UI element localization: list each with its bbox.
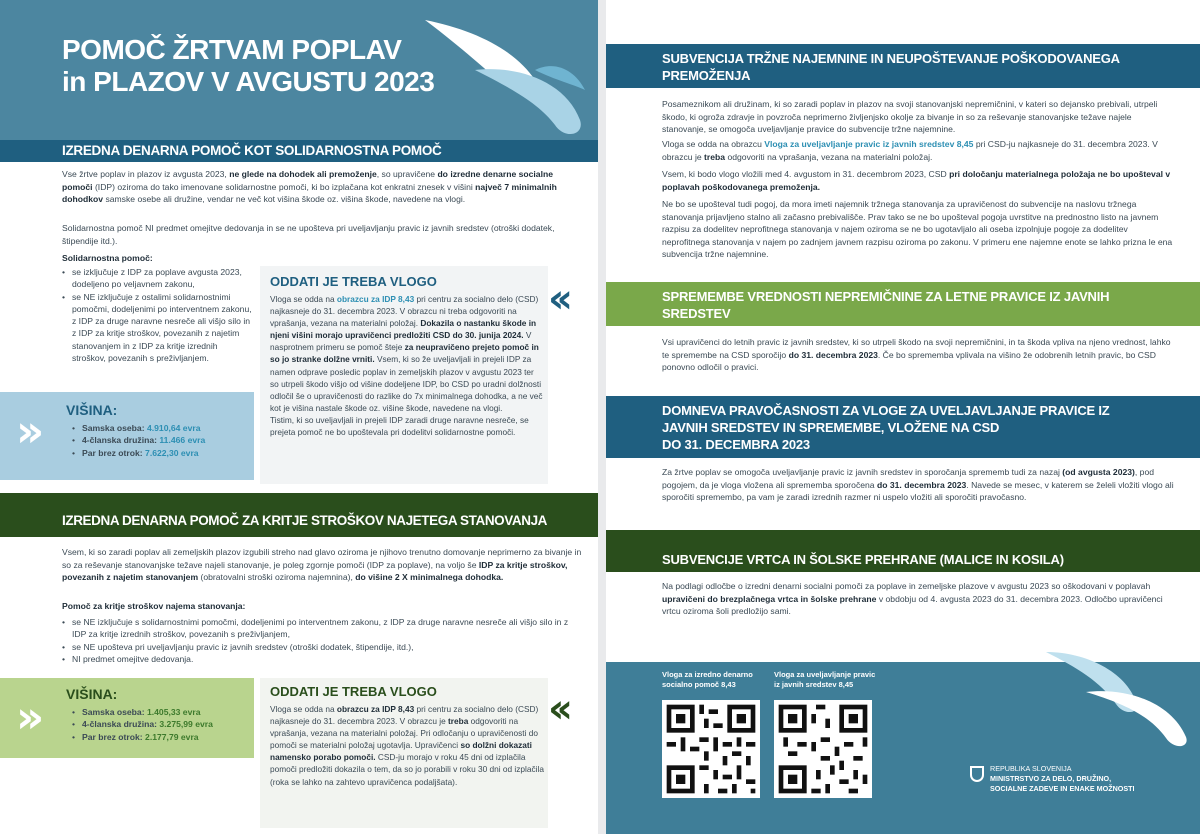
section2-list-title — [62, 600, 245, 613]
visina-list-1 — [72, 422, 252, 459]
r-s4-p1-b: upravičeni do brezplačnega vrtca in šolske prehrane — [662, 593, 877, 604]
r-section1-heading: SUBVENCIJA TRŽNE NAJEMNINE IN NEUPOŠTEVANJE POŠKODOVANEGA PREMOŽENJA — [662, 51, 1120, 83]
r-s1-p3-a: Vsem, ki bodo vlogo vložili med 4. avgustom in 31. decembrom 2023, CSD — [662, 169, 950, 179]
list-item: • se NE izključuje z ostalimi solidarnostnimi pomočmi, dodeljenimi po interventnem zakonu, z IDP za druge naravne nesreče ali višjo silo in z IDP za kritje stroškov, povezanih z najetim stanovanjem in z IDP za kritje izrednih stroškov, povezanih s preživljanjem. — [62, 291, 252, 365]
r-s1-p3 — [662, 168, 1174, 193]
s1-list-title-text: Solidarnostna pomoč: — [62, 253, 153, 263]
r-s4-p1-c: v obdobju od 4. avgusta 2023 do 31. decembra 2023. Odločbo upravičenci vrtcu oziroma šoli predložijo sami. — [662, 593, 1163, 616]
oddati-text-1 — [270, 293, 544, 438]
list-item — [72, 434, 252, 446]
r-s1-p2-d: treba — [704, 151, 726, 162]
o1-f: za neupravičeno prejeto pomoč in so jo stranke dolžne vrniti. — [270, 342, 539, 365]
qr2-caption-l2: iz javnih sredstev 8,45 — [774, 680, 854, 689]
visina-title-1: VIŠINA: — [66, 402, 118, 418]
s1-p1-c: , so upravičene — [376, 169, 438, 179]
r-s3-p1-e: . Navede se mesec, v katerem se želeli vložiti vlogo ali sporočiti spremembo, pa vam je zaradi izrednih razmer ni uspelo vložiti ali sporočiti pravočasno. — [662, 479, 1174, 502]
r-s1-p3-b: pri določanju materialnega položaja ne bo upošteval v poplavah poškodovanega premoženja. — [662, 169, 1171, 192]
r-s2-p1-b: do 31. decembra 2023 — [788, 349, 878, 360]
v3-value: 7.622,30 evra — [145, 447, 199, 458]
section2-intro — [62, 546, 582, 584]
v4-value: 1.405,33 evra — [146, 707, 201, 717]
r-s2-p1-c: . Če bo sprememba vplivala na višino že odobrenih letnih pravic, bo CSD ponovno odločil o pravici. — [662, 349, 1156, 372]
s2-p1-b: IDP za kritje stroškov, povezanih z najetim stanovanjem — [62, 559, 568, 582]
r-s3-p1-a: Za žrtve poplav se omogoča uveljavljanje pravic iz javnih sredstev in sporočanja sprememb tudi za nazaj — [662, 467, 1063, 477]
o1-d: Dokazila o nastanku škode in njeni višini morajo upravičenci predložiti CSD do 30. junija 2024. — [270, 318, 537, 341]
v5-value: 3.275,99 evra — [159, 719, 213, 730]
r-section3-heading-band — [606, 396, 1200, 458]
qr1-caption — [662, 670, 753, 690]
v5-label: 4-članska družina: — [82, 719, 160, 730]
visina-list-2 — [72, 706, 252, 743]
slovenia-coat-of-arms-icon — [970, 766, 984, 782]
o2-a: Vloga se odda na — [270, 704, 337, 714]
r-s2-p1-a: Vsi upravičenci do letnih pravic iz javnih sredstev, ki so utrpeli škodo na svoji nepremičnini, in ta škoda vpliva na njeno vrednost, lahko te spremembe na CSD sporočijo — [662, 337, 1171, 360]
list-item: • se NE izključuje s solidarnostnimi pomočmi, dodeljenimi po interventnem zakonu, z IDP za druge naravne nesreče ali višjo silo in z IDP za kritje izrednih stroškov, povezanih s preživljanjem, — [62, 616, 582, 641]
list-item — [72, 447, 252, 459]
visina-box-2 — [0, 678, 254, 758]
section1-heading-band — [0, 140, 598, 162]
right-page — [606, 0, 1200, 834]
o1-h: Tistim, ki so uveljavljali in prejeli IDP zaradi druge naravne nesreče, se prejeta pomoč ne bo upoštevala pri dodelitvi solidarnostne pomoči. — [270, 414, 529, 438]
s2-list-title-text: Pomoč za kritje stroškov najema stanovanja: — [62, 601, 246, 611]
qr2-caption — [774, 670, 875, 690]
r-s3-p1 — [662, 466, 1174, 504]
r-s4-p1 — [662, 580, 1174, 618]
v4-label: Samska oseba: — [82, 707, 147, 717]
oddati-title-1: ODDATI JE TREBA VLOGO — [270, 274, 437, 289]
visina-title-2: VIŠINA: — [66, 686, 118, 702]
section2-heading: IZREDNA DENARNA POMOČ ZA KRITJE STROŠKOV NAJETEGA STANOVANJA — [62, 513, 548, 528]
ministry-text — [990, 764, 1135, 794]
o1-b: obrazcu za IDP 8,43 — [336, 294, 415, 304]
v2-value: 11.466 evra — [159, 435, 206, 446]
chevron-left-icon: ‹‹ — [548, 686, 565, 732]
qr1-caption-l1: Vloga za izredno denarno — [662, 670, 753, 679]
chevron-right-icon: ›› — [16, 692, 37, 743]
r-s4-p1-a: Na podlagi odločbe o izredni denarni socialni pomoči za poplave in zemeljske plazove v avgustu 2023 so oškodovani v poplavah — [662, 581, 1151, 591]
o1-g: Vsem, ki so že uveljavljali in prejeli IDP za namen odprave posledic poplav in zemeljskih plazov v avgustu 2023 ter so utrpeli škodo višjo od višine dodeljene IDP, bo CSD po uradni dolžnosti odločil še o upravičenosti do razlike do 7x minimalnega dohodka, a ne več kot je višina nastale škode oz. višine škode, navedene na vlogi. — [270, 354, 543, 413]
s1-p1-e: (IDP) oziroma do tako imenovane solidarnostne pomoči, ki bo izplačana kot enkratni znesek v višini — [92, 181, 476, 192]
s2-p1-c: (obratovalni stroški oziroma najemnina), — [198, 572, 356, 582]
r-section2-heading: SPREMEMBE VREDNOSTI NEPREMIČNINE ZA LETNE PRAVICE IZ JAVNIH SREDSTEV — [662, 289, 1110, 321]
chevron-left-icon: ‹‹ — [548, 276, 565, 322]
qr-code-2[interactable] — [774, 700, 872, 798]
o1-a: Vloga se odda na — [270, 294, 337, 304]
chevron-right-icon: ›› — [16, 406, 37, 457]
r-section2-heading-band — [606, 282, 1200, 326]
s1-p1-a: Vse žrtve poplav in plazov iz avgusta 2023, — [62, 169, 230, 179]
s1-p1-g: samske osebe ali družine, vendar ne več kot višina škode oz. višina škode, navedene na vlogi. — [103, 194, 466, 204]
v1-label: Samska oseba: — [82, 423, 147, 433]
r-section3-heading-l1: DOMNEVA PRAVOČASNOSTI ZA VLOGE ZA UVELJAVLJANJE PRAVICE IZ — [662, 403, 1110, 418]
list-item — [72, 706, 252, 718]
v6-label: Par brez otrok: — [82, 731, 146, 742]
section1-p2: Solidarnostna pomoč NI predmet omejitve dedovanja in se ne upošteva pri uveljavljanju pravic iz javnih sredstev (otroški dodatek, štipendije itd.). — [62, 223, 555, 246]
left-page — [0, 0, 598, 834]
v2-label: 4-članska družina: — [82, 435, 160, 446]
s2-p1-a: Vsem, ki so zaradi poplav ali zemeljskih plazov izgubili streho nad glavo oziroma je njihovo trenutno domovanje neprimerno za bivanje in so za reševanje stanovanjske težave najeli stanovanje, je poleg zgornje pomoči (IDP za poplave), na voljo še — [62, 547, 582, 570]
o2-g: CSD-ju morajo v roku 45 dni od izplačila pomoči predložiti dokazila o tem, da so jo porabili v roku 30 dni od izplačila (roka se lahko na zahtevo upravičenca podaljšata). — [270, 752, 544, 787]
o1-c: pri centru za socialno delo (CSD) najkasneje do 31. decembra 2023. V obrazcu ni treba odgovoriti na vprašanja, vezana na materialni položaj. — [270, 294, 539, 329]
helping-hands-logo — [415, 10, 595, 150]
r-s1-p2-e: odgovoriti na vprašanja, vezana na materialni položaj. — [725, 151, 933, 162]
oddati-title-2: ODDATI JE TREBA VLOGO — [270, 684, 437, 699]
r-s1-p2-c: pri CSD-ju najkasneje do 31. decembra 2023. V obrazcu je — [662, 139, 1158, 162]
o2-c: pri centru za socialno delo (CSD) najkasneje do 31. decembra 2023. V obrazcu je — [270, 704, 539, 727]
gov-line1: REPUBLIKA SLOVENIJA — [990, 764, 1072, 773]
oddati-text-2 — [270, 703, 544, 788]
gov-line3: SOCIALNE ZADEVE IN ENAKE MOŽNOSTI — [990, 784, 1135, 793]
r-s1-p2-a: Vloga se odda na obrazcu — [662, 139, 765, 149]
r-section4-heading-band — [606, 530, 1200, 572]
r-s1-p2 — [662, 138, 1174, 163]
list-item: • se izključuje z IDP za poplave avgusta 2023, dodeljeno po veljavnem zakonu, — [62, 266, 252, 291]
qr-code-1[interactable] — [662, 700, 760, 798]
qr2-caption-l1: Vloga za uveljavljanje pravic — [774, 670, 876, 679]
o2-d: treba — [448, 716, 469, 727]
gov-line2: MINISTRSTVO ZA DELO, DRUŽINO, — [990, 774, 1112, 783]
r-s1-p4: Ne bo se upošteval tudi pogoj, da mora imeti najemnik tržnega stanovanja za upravičenost do subvencije na naslovu tržnega stanovanja prijavljeno stalno ali začasno prebivališče. Prav tako se ne bo upošteval pogoja uvrstitve na prednostno listo na javnem razpisu za dodelitev neprofitnega stanovanja v najem oziroma se ne bo ugotavljalo ali oseba izpolnjuje pogoje za dodelitev neprofitnega stanovanja v najem po zadnjem javnem razpisu oziroma po zakonu. V primeru ene najemne enote se lahko prizna le ena subvencija tržne najemnine. — [662, 199, 1173, 259]
o2-e: odgovoriti na vprašanja, vezana na materialni položaj. Pri odločanju o upravičenosti do pomoči se materialni položaj ugotavlja. Upravičenci — [270, 716, 538, 751]
o2-b: obrazcu za IDP 8,43 — [336, 704, 415, 714]
list-item — [72, 731, 252, 743]
o2-f: so dolžni dokazati namensko porabo pomoči. — [270, 740, 532, 763]
r-s3-p1-b: (od avgusta 2023) — [1062, 467, 1135, 477]
section1-heading: IZREDNA DENARNA POMOČ KOT SOLIDARNOSTNA POMOČ — [62, 143, 442, 158]
r-s1-p2-b: Vloga za uveljavljanje pravic iz javnih sredstev 8,45 — [764, 139, 974, 149]
page-title-line1: POMOČ ŽRTVAM POPLAV — [62, 34, 402, 65]
list-item — [72, 422, 252, 434]
visina-box-1 — [0, 392, 254, 480]
r-s2-p1 — [662, 336, 1174, 374]
list-item: • se NE upošteva pri uveljavljanju pravic iz javnih sredstev (otroški dodatek, štipendije, itd.), — [62, 641, 582, 653]
helping-hands-logo — [1046, 642, 1196, 752]
s2-p1-d: do višine 2 X minimalnega dohodka. — [355, 572, 504, 582]
r-section3-heading-l2: JAVNIH SREDSTEV IN SPREMEMBE, VLOŽENE NA CSD — [662, 420, 1000, 435]
r-s1-p1: Posameznikom ali družinam, ki so zaradi poplav in plazov na svoji stanovanjski nepremičnini, v kateri so dejansko prebivali, utrpeli škodo, ki ogroža zdravje in povzroča neprimerno življenjsko okolje za bivanje in so za reševanje stanovanjske težave najele stanovanje, se omogoča uveljavljanje pravice do subvencije tržne najemnine. — [662, 99, 1158, 134]
qr1-caption-l2: socialno pomoč 8,43 — [662, 680, 736, 689]
list-item — [72, 718, 252, 730]
section1-list-title — [62, 252, 153, 265]
v1-value: 4.910,64 evra — [146, 423, 201, 433]
section1-list — [62, 266, 252, 364]
s1-p1-d: do izredne denarne socialne pomoči — [62, 169, 554, 192]
r-section3-heading-l3: DO 31. DECEMBRA 2023 — [662, 437, 810, 452]
r-s3-p1-c: , pod pogojem, da je vloga vložena ali sprememba sporočena — [662, 467, 1155, 490]
r-section1-heading-band — [606, 44, 1200, 88]
list-item: • NI predmet omejitve dedovanja. — [62, 653, 582, 665]
section2-list — [62, 616, 582, 665]
s1-p1-f: največ 7 minimalnih dohodkov — [62, 181, 557, 204]
r-s3-p1-d: do 31. decembra 2023 — [876, 479, 967, 490]
s1-p1-b: ne glede na dohodek ali premoženje — [229, 169, 377, 179]
section1-intro — [62, 168, 582, 206]
section2-heading-band — [0, 493, 598, 537]
r-section4-heading: SUBVENCIJE VRTCA IN ŠOLSKE PREHRANE (MALICE IN KOSILA) — [662, 552, 1064, 567]
o1-e: V nasprotnem primeru se pomoč šteje — [270, 330, 532, 353]
v6-value: 2.177,79 evra — [145, 731, 199, 742]
footer — [606, 662, 1200, 834]
title-header — [0, 0, 598, 140]
page-title-line2: in PLAZOV V AVGUSTU 2023 — [62, 66, 435, 97]
v3-label: Par brez otrok: — [82, 447, 146, 458]
